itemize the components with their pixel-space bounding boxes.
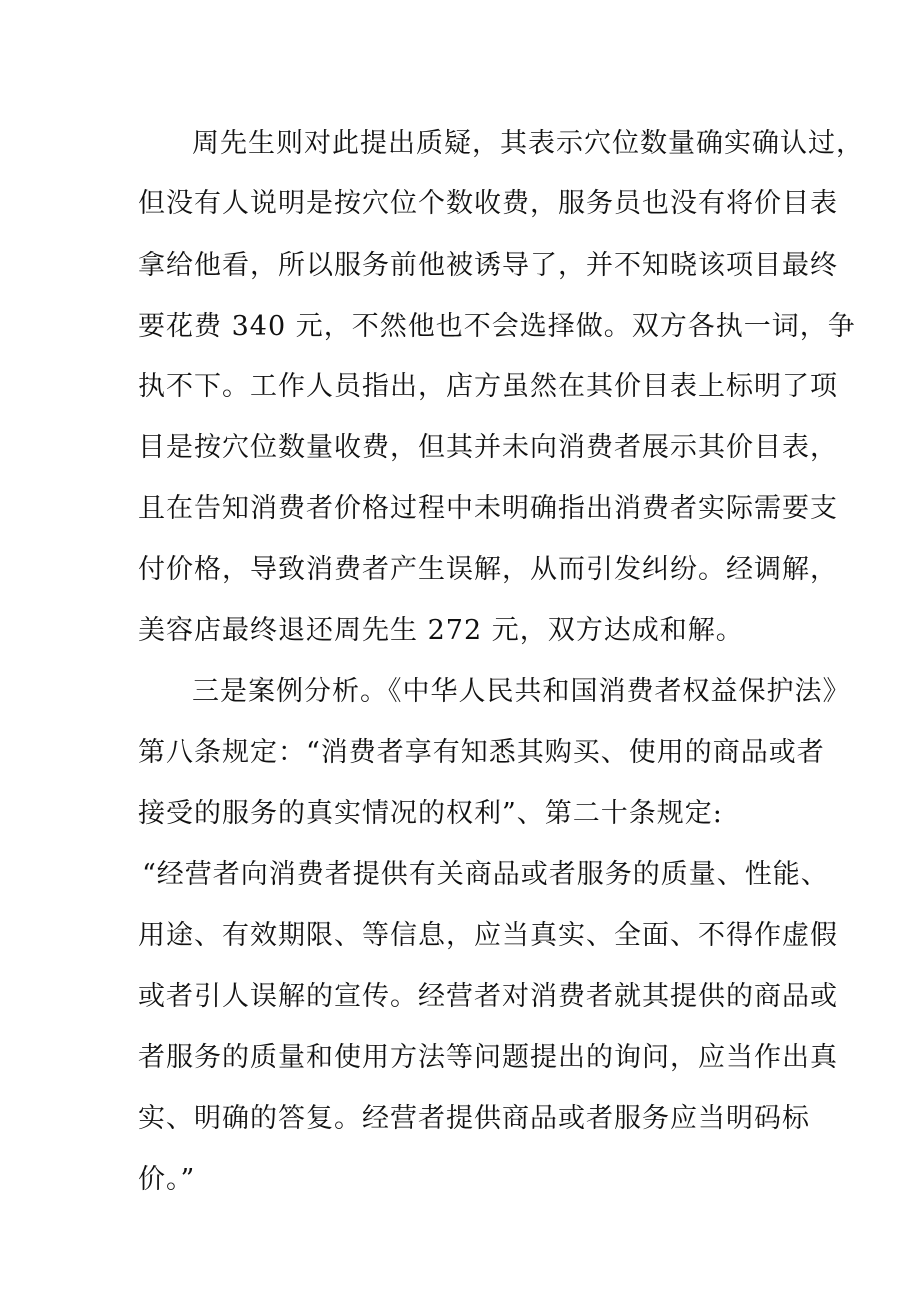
text-line: 目是按穴位数量收费，但其并未向消费者展示其价目表，: [138, 432, 838, 463]
text-line: 价。”: [138, 1164, 196, 1195]
text-line: 或者引人误解的宣传。经营者对消费者就其提供的商品或: [138, 981, 838, 1012]
text-line: 美容店最终退还周先生 272 元，双方达成和解。: [138, 615, 744, 646]
text-line: 者服务的质量和使用方法等问题提出的询问，应当作出真: [138, 1042, 838, 1073]
text-line: 执不下。工作人员指出，店方虽然在其价目表上标明了项: [138, 371, 838, 402]
text-line: 但没有人说明是按穴位个数收费，服务员也没有将价目表: [138, 188, 838, 219]
text-line: 实、明确的答复。经营者提供商品或者服务应当明码标: [138, 1103, 810, 1134]
text-line: 三是案例分析。《中华人民共和国消费者权益保护法》: [192, 676, 851, 707]
text-line: 拿给他看，所以服务前他被诱导了，并不知晓该项目最终: [138, 250, 838, 281]
text-line: 付价格，导致消费者产生误解，从而引发纠纷。经调解，: [138, 554, 838, 585]
text-line: “经营者向消费者提供有关商品或者服务的质量、性能、: [142, 859, 829, 890]
text-line: 且在告知消费者价格过程中未明确指出消费者实际需要支: [138, 493, 838, 524]
text-line: 第八条规定：“消费者享有知悉其购买、使用的商品或者: [138, 737, 825, 768]
text-line: 用途、有效期限、等信息，应当真实、全面、不得作虚假: [138, 920, 838, 951]
text-line: 要花费 340 元，不然他也不会选择做。双方各执一词，争: [138, 311, 856, 342]
text-line: 周先生则对此提出质疑，其表示穴位数量确实确认过，: [192, 128, 864, 159]
text-line: 接受的服务的真实情况的权利”、第二十条规定:: [138, 798, 723, 829]
